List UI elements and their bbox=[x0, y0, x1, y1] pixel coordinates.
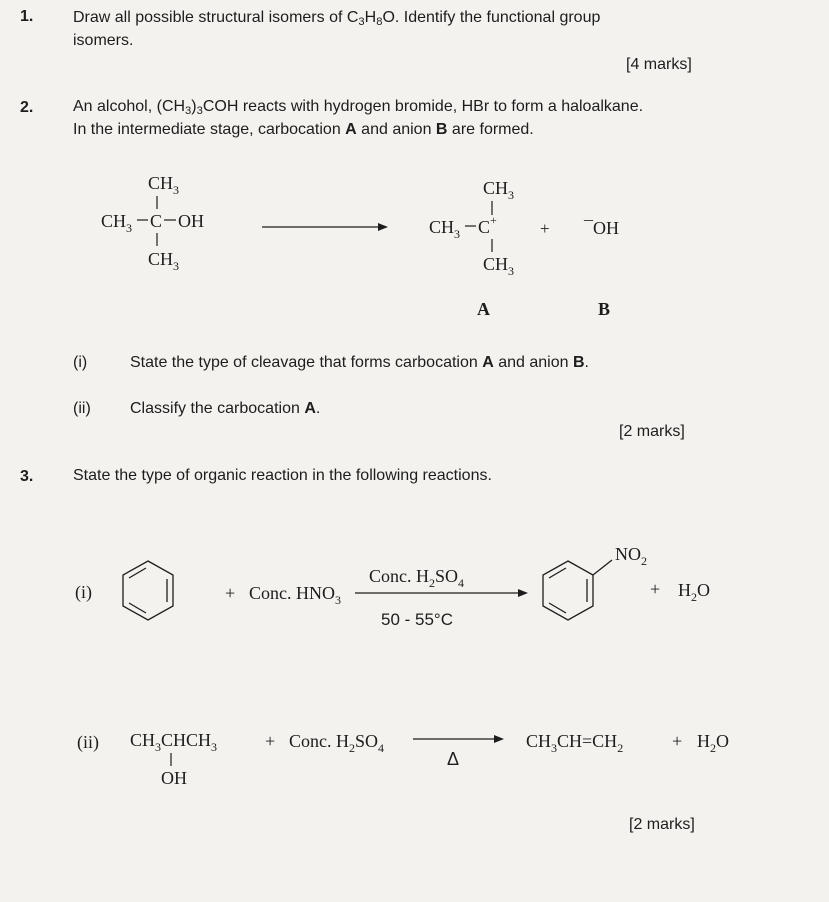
label-b: B bbox=[598, 299, 611, 319]
q2-text-part: and anion bbox=[356, 121, 436, 138]
question-1-marks: [4 marks] bbox=[626, 56, 692, 73]
nitration-reaction bbox=[0, 530, 829, 650]
q2-sub-i-number: (i) bbox=[73, 354, 88, 371]
q2-label-b: B bbox=[435, 121, 448, 138]
reaction-ii-number: (ii) bbox=[77, 732, 99, 752]
methyl-bottom-left: $CH_3$ bbox=[148, 249, 180, 273]
water-product: $H_2O$ bbox=[697, 731, 729, 755]
plus-sign-2: + bbox=[650, 579, 661, 599]
heat-symbol: Δ bbox=[447, 749, 460, 769]
benzene-ring-reactant bbox=[123, 561, 173, 620]
question-1-number: 1. bbox=[20, 8, 34, 25]
carbocation-center: C+ bbox=[478, 213, 497, 237]
q1-text-part: O. Identify the functional group bbox=[382, 9, 601, 26]
q2-sub-i-text bbox=[130, 354, 589, 372]
q2-text-part: . bbox=[315, 400, 321, 417]
methyl-bottom-right: $CH_3$ bbox=[483, 254, 515, 278]
hydroxide-anion: ¯OH bbox=[584, 218, 619, 238]
q2-label-a: A bbox=[304, 400, 316, 417]
propanol-reactant: $CH_3CHCH_3$ bbox=[130, 730, 218, 754]
question-3-text: State the type of organic reaction in the following reactions. bbox=[73, 467, 492, 484]
q2-sub-ii-text bbox=[130, 400, 320, 418]
q2-sub: 3 bbox=[196, 104, 203, 117]
sulfuric-acid: Conc. $H_2SO_4$ bbox=[289, 731, 385, 755]
catalyst-label: Conc. $H_2SO_4$ bbox=[369, 566, 465, 590]
temperature-label: 50 - 55°C bbox=[381, 610, 454, 629]
central-carbon-left: C bbox=[150, 211, 163, 231]
q1-text-part: H bbox=[364, 9, 377, 26]
question-2-number: 2. bbox=[20, 99, 34, 116]
q2-label-b: B bbox=[572, 354, 585, 371]
question-1-text bbox=[73, 9, 813, 27]
q2-text-part: are formed. bbox=[447, 121, 534, 138]
reaction-arrow-head bbox=[518, 589, 528, 597]
q2-label-a: A bbox=[345, 121, 357, 138]
q2-label-a: A bbox=[482, 354, 494, 371]
q1-text-part: Draw all possible structural isomers of C bbox=[73, 9, 359, 26]
q2-text-part: and anion bbox=[493, 354, 573, 371]
question-2-text bbox=[73, 98, 813, 116]
q2-text-part: In the intermediate stage, carbocation bbox=[73, 121, 346, 138]
q2-text-part: Classify the carbocation bbox=[130, 400, 305, 417]
reaction-arrow-head bbox=[494, 735, 504, 743]
methyl-right: $CH_3$ bbox=[429, 217, 461, 241]
q2-text-part: An alcohol, (CH bbox=[73, 98, 186, 115]
plus-sign-2: + bbox=[672, 731, 683, 751]
plus-sign: + bbox=[540, 219, 550, 238]
q2-sub: 3 bbox=[185, 104, 192, 117]
methyl-left: $CH_3$ bbox=[101, 211, 133, 235]
question-3-number: 3. bbox=[20, 468, 34, 485]
nitric-acid: Conc. $HNO_3$ bbox=[249, 583, 341, 607]
dehydration-reaction bbox=[0, 710, 829, 790]
question-2-text-line2 bbox=[73, 121, 534, 139]
reaction-arrow-head bbox=[378, 223, 388, 231]
propene-product: $CH_3CH=CH_2$ bbox=[526, 731, 624, 755]
q1-sub: 8 bbox=[376, 15, 383, 28]
q2-text-part: . bbox=[584, 354, 589, 371]
label-a: A bbox=[477, 299, 490, 319]
q2-sub-ii-number: (ii) bbox=[73, 400, 91, 417]
hydroxyl-group: OH bbox=[161, 768, 187, 788]
hydroxyl-group: OH bbox=[178, 211, 204, 231]
plus-sign-1: + bbox=[225, 583, 236, 603]
benzene-ring-product bbox=[543, 560, 612, 620]
reaction-i-number: (i) bbox=[75, 582, 92, 602]
question-3-marks: [2 marks] bbox=[629, 816, 695, 833]
q1-sub: 3 bbox=[358, 15, 365, 28]
plus-sign-1: + bbox=[265, 731, 276, 751]
water-product: $H_2O$ bbox=[678, 580, 710, 604]
q2-text-part: State the type of cleavage that forms carbocation bbox=[130, 354, 483, 371]
methyl-top-right: $CH_3$ bbox=[483, 178, 515, 202]
question-2-marks: [2 marks] bbox=[619, 423, 685, 440]
question-1-text-line2: isomers. bbox=[73, 32, 134, 49]
nitro-group: $NO_2$ bbox=[615, 544, 647, 568]
methyl-top-left: $CH_3$ bbox=[148, 173, 180, 197]
q2-text-part: ) bbox=[191, 98, 197, 115]
q2-text-part: COH reacts with hydrogen bromide, HBr to form a haloalkane. bbox=[202, 98, 644, 115]
carbocation-reaction-scheme bbox=[0, 155, 829, 330]
